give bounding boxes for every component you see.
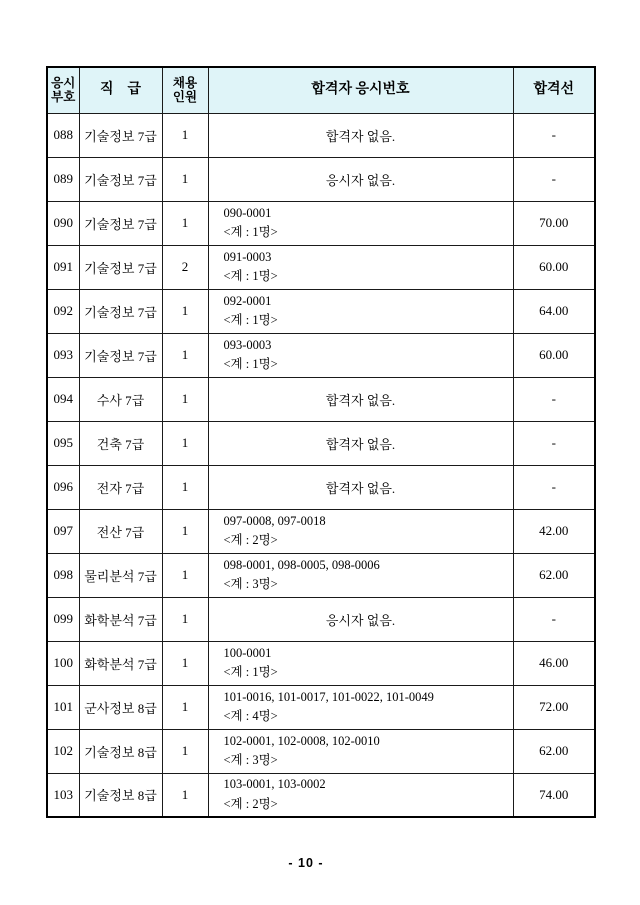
pass-total: <계 : 3명> [223, 577, 278, 591]
cutoff-cell: 60.00 [513, 245, 595, 289]
header-exam-code-line2: 부호 [51, 90, 76, 105]
hires-cell: 1 [162, 729, 208, 773]
no-pass-note: 합격자 없음. [325, 436, 396, 452]
rank-cell: 기술정보 7급 [79, 245, 162, 289]
rank-cell: 수사 7급 [79, 377, 162, 421]
pass-total: <계 : 1명> [223, 357, 278, 371]
pass-numbers: 103-0001, 103-0002 [223, 777, 326, 792]
hires-cell: 1 [162, 553, 208, 597]
exam-code-cell: 088 [47, 113, 79, 157]
exam-code-cell: 103 [47, 773, 79, 817]
hires-cell: 1 [162, 421, 208, 465]
cutoff-cell: - [513, 113, 595, 157]
header-row [47, 67, 595, 113]
pass-numbers-cell [208, 465, 513, 509]
pass-numbers-cell [208, 597, 513, 641]
hires-cell: 1 [162, 465, 208, 509]
table-row [47, 333, 595, 377]
pass-numbers-cell [208, 289, 513, 333]
pass-numbers: 090-0001 [223, 205, 272, 220]
table-row [47, 245, 595, 289]
pass-total: <계 : 1명> [223, 269, 278, 283]
cutoff-cell: 64.00 [513, 289, 595, 333]
header-exam-code-line1: 응시 [51, 75, 76, 90]
hires-cell: 1 [162, 597, 208, 641]
pass-numbers: 093-0003 [223, 337, 272, 352]
pass-numbers: 092-0001 [223, 293, 272, 308]
header-hires-line1: 채용 [172, 75, 198, 90]
exam-code-cell: 102 [47, 729, 79, 773]
exam-code-cell: 093 [47, 333, 79, 377]
rank-cell: 전자 7급 [79, 465, 162, 509]
pass-numbers: 098-0001, 098-0005, 098-0006 [223, 557, 380, 572]
pass-numbers: 100-0001 [223, 645, 272, 660]
exam-code-cell: 101 [47, 685, 79, 729]
header-hires-line2: 인원 [172, 90, 198, 105]
no-pass-note: 합격자 없음. [325, 128, 396, 144]
hires-cell: 1 [162, 201, 208, 245]
table-row [47, 377, 595, 421]
rank-cell: 건축 7급 [79, 421, 162, 465]
table-row [47, 421, 595, 465]
pass-numbers-cell [208, 773, 513, 817]
pass-numbers-cell [208, 113, 513, 157]
rank-cell: 기술정보 8급 [79, 729, 162, 773]
hires-cell: 1 [162, 333, 208, 377]
no-pass-note: 합격자 없음. [325, 392, 396, 408]
cutoff-cell: 70.00 [513, 201, 595, 245]
header-pass-numbers: 합격자 응시번호 [208, 67, 513, 113]
hires-cell: 2 [162, 245, 208, 289]
pass-total: <계 : 1명> [223, 665, 278, 679]
cutoff-cell: - [513, 465, 595, 509]
cutoff-cell: 72.00 [513, 685, 595, 729]
cutoff-cell: - [513, 421, 595, 465]
pass-numbers-cell [208, 509, 513, 553]
pass-numbers-cell [208, 553, 513, 597]
table-row [47, 729, 595, 773]
hires-cell: 1 [162, 113, 208, 157]
table-row [47, 289, 595, 333]
header-cutoff: 합격선 [513, 67, 595, 113]
exam-code-cell: 097 [47, 509, 79, 553]
header-rank: 직 급 [79, 67, 162, 113]
rank-cell: 기술정보 7급 [79, 113, 162, 157]
table-row [47, 553, 595, 597]
exam-code-cell: 090 [47, 201, 79, 245]
pass-numbers: 091-0003 [223, 249, 272, 264]
pass-total: <계 : 2명> [223, 533, 278, 547]
table-row [47, 113, 595, 157]
exam-results-table [46, 66, 596, 818]
rank-cell: 기술정보 7급 [79, 157, 162, 201]
rank-cell: 기술정보 8급 [79, 773, 162, 817]
header-hires [162, 67, 208, 113]
cutoff-cell: 62.00 [513, 553, 595, 597]
rank-cell: 전산 7급 [79, 509, 162, 553]
table-row [47, 157, 595, 201]
hires-cell: 1 [162, 773, 208, 817]
exam-code-cell: 092 [47, 289, 79, 333]
cutoff-cell: 74.00 [513, 773, 595, 817]
pass-total: <계 : 2명> [223, 796, 278, 811]
pass-numbers: 101-0016, 101-0017, 101-0022, 101-0049 [223, 689, 434, 704]
exam-code-cell: 094 [47, 377, 79, 421]
table-row [47, 201, 595, 245]
table-row [47, 685, 595, 729]
hires-cell: 1 [162, 685, 208, 729]
no-pass-note: 합격자 없음. [325, 480, 396, 496]
cutoff-cell: 62.00 [513, 729, 595, 773]
pass-numbers-cell [208, 685, 513, 729]
pass-numbers-cell [208, 333, 513, 377]
hires-cell: 1 [162, 377, 208, 421]
exam-code-cell: 096 [47, 465, 79, 509]
pass-numbers: 097-0008, 097-0018 [223, 513, 326, 528]
exam-code-cell: 091 [47, 245, 79, 289]
rank-cell: 화학분석 7급 [79, 597, 162, 641]
table-row [47, 773, 595, 817]
pass-numbers: 102-0001, 102-0008, 102-0010 [223, 733, 380, 748]
no-pass-note: 응시자 없음. [325, 172, 396, 188]
hires-cell: 1 [162, 509, 208, 553]
pass-numbers-cell [208, 641, 513, 685]
page-number: - 10 - [288, 856, 324, 870]
table-row [47, 509, 595, 553]
results-table-body [47, 113, 595, 817]
table-row [47, 597, 595, 641]
no-pass-note: 응시자 없음. [325, 612, 396, 628]
exam-code-cell: 100 [47, 641, 79, 685]
cutoff-cell: 42.00 [513, 509, 595, 553]
cutoff-cell: - [513, 377, 595, 421]
rank-cell: 군사정보 8급 [79, 685, 162, 729]
pass-numbers-cell [208, 377, 513, 421]
pass-total: <계 : 1명> [223, 313, 278, 327]
header-exam-code [47, 67, 79, 113]
exam-code-cell: 089 [47, 157, 79, 201]
exam-code-cell: 098 [47, 553, 79, 597]
table-row [47, 641, 595, 685]
pass-total: <계 : 1명> [223, 225, 278, 239]
table-header [47, 67, 595, 113]
rank-cell: 화학분석 7급 [79, 641, 162, 685]
rank-cell: 기술정보 7급 [79, 201, 162, 245]
pass-numbers-cell [208, 157, 513, 201]
pass-numbers-cell [208, 421, 513, 465]
pass-total: <계 : 4명> [223, 709, 278, 723]
hires-cell: 1 [162, 289, 208, 333]
pass-numbers-cell [208, 245, 513, 289]
hires-cell: 1 [162, 641, 208, 685]
hires-cell: 1 [162, 157, 208, 201]
rank-cell: 물리분석 7급 [79, 553, 162, 597]
cutoff-cell: 60.00 [513, 333, 595, 377]
exam-code-cell: 095 [47, 421, 79, 465]
table-row [47, 465, 595, 509]
pass-total: <계 : 3명> [223, 753, 278, 767]
pass-numbers-cell [208, 729, 513, 773]
rank-cell: 기술정보 7급 [79, 289, 162, 333]
exam-code-cell: 099 [47, 597, 79, 641]
rank-cell: 기술정보 7급 [79, 333, 162, 377]
cutoff-cell: - [513, 597, 595, 641]
pass-numbers-cell [208, 201, 513, 245]
cutoff-cell: - [513, 157, 595, 201]
cutoff-cell: 46.00 [513, 641, 595, 685]
